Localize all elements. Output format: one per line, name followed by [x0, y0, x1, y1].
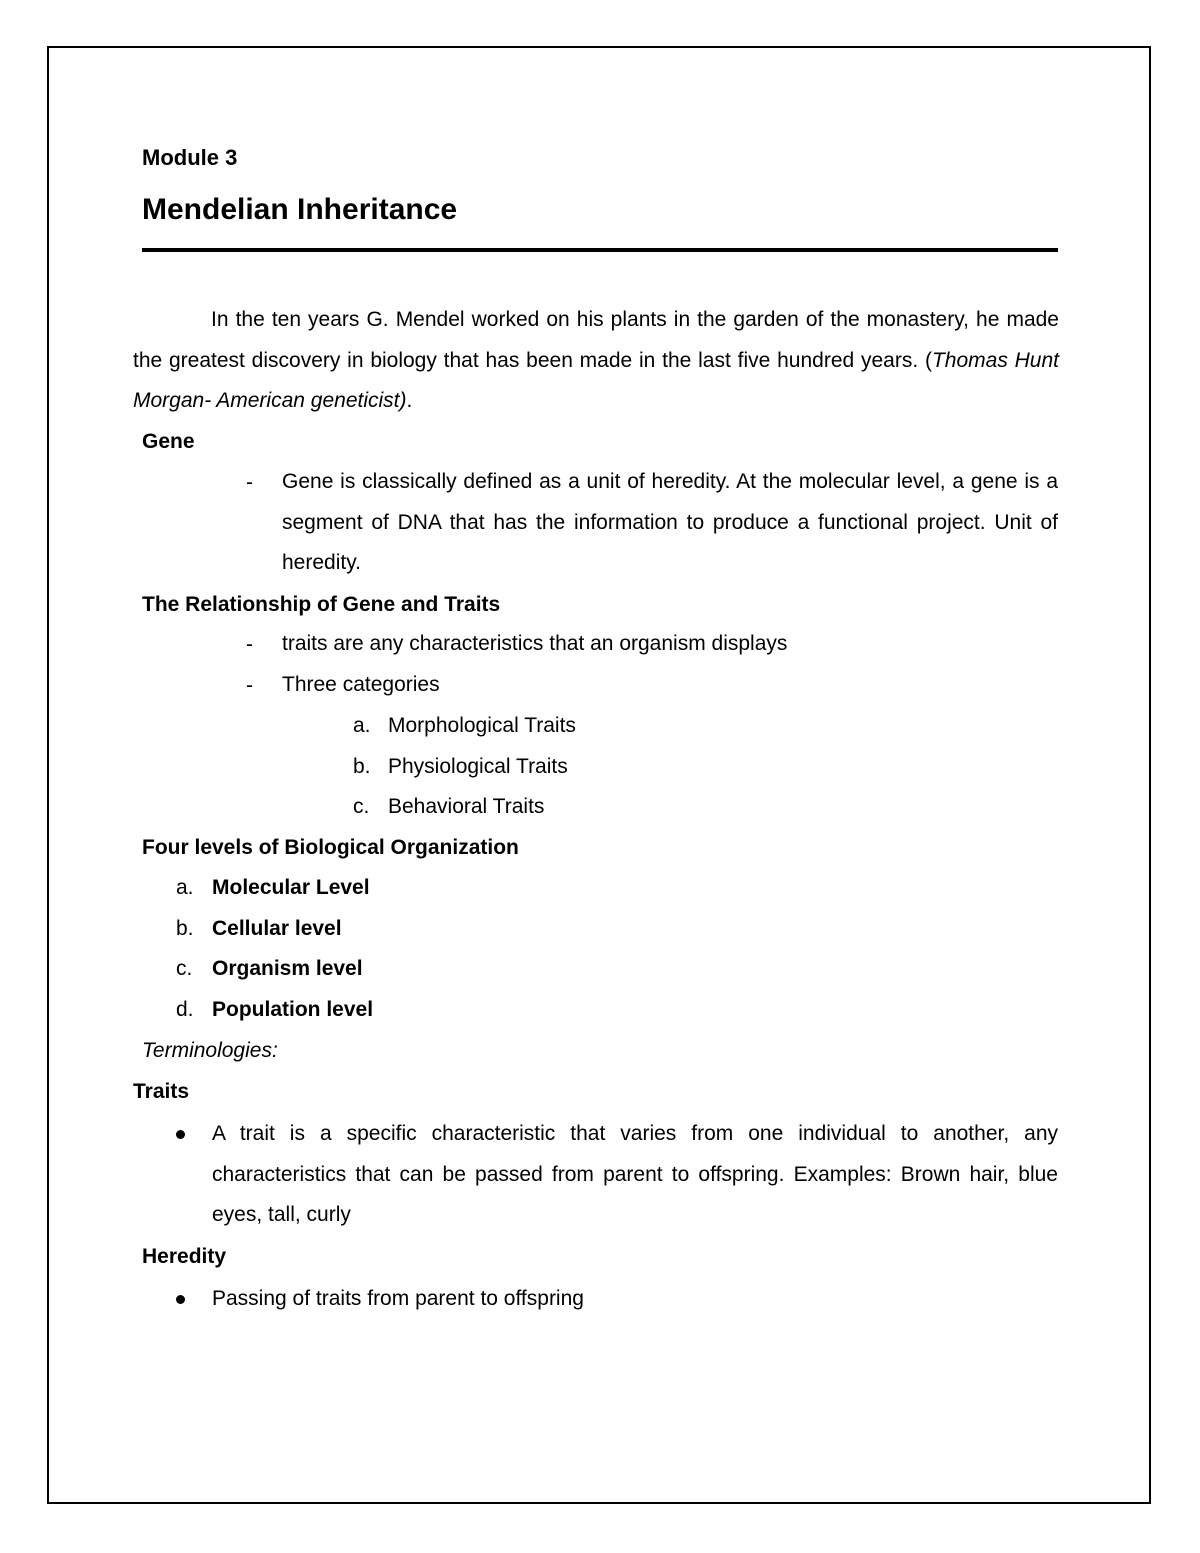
intro-paragraph — [133, 300, 1059, 422]
category-marker: b. — [353, 755, 371, 778]
level-item: Molecular Level — [212, 876, 370, 899]
traits-heading: Traits — [133, 1080, 190, 1103]
category-item: Physiological Traits — [388, 755, 568, 778]
traits-definition: A trait is a specific characteristic that varies from one individual to another, any characteristics that can be passed from parent to offspring. Examples: Brown hair, blue eyes, tall, curly — [212, 1122, 1058, 1227]
level-item: Cellular level — [212, 917, 342, 940]
intro-citation: Thomas Hunt Morgan- American geneticist) — [133, 348, 1059, 413]
level-item: Organism level — [212, 957, 363, 980]
category-item: Behavioral Traits — [388, 795, 545, 818]
relationship-heading: The Relationship of Gene and Traits — [142, 593, 501, 616]
gene-item-marker: - — [246, 471, 253, 494]
level-marker: b. — [176, 917, 194, 940]
title-divider — [142, 248, 1058, 252]
relationship-item: traits are any characteristics that an organism displays — [282, 632, 788, 655]
relationship-item-marker: - — [246, 674, 253, 697]
document-title: Mendelian Inheritance — [142, 193, 458, 226]
heredity-definition: Passing of traits from parent to offspring — [212, 1287, 584, 1310]
category-item: Morphological Traits — [388, 714, 576, 737]
relationship-item-marker: - — [246, 633, 253, 656]
gene-definition: Gene is classically defined as a unit of heredity. At the molecular level, a gene is a segment of DNA that has the information to produce a functional project. Unit of heredity. — [282, 470, 1058, 575]
module-label: Module 3 — [142, 145, 238, 170]
level-marker: a. — [176, 876, 194, 899]
gene-heading: Gene — [142, 430, 195, 453]
bullet-icon — [176, 1295, 185, 1304]
heredity-heading: Heredity — [142, 1245, 227, 1268]
intro-end: . — [406, 389, 413, 413]
category-marker: a. — [353, 714, 371, 737]
level-marker: d. — [176, 998, 194, 1021]
intro-text: In the ten years G. Mendel worked on his plants in the garden of the monastery, he made the greatest discovery in biology that has been made in the last five hundred years. ( — [133, 308, 1059, 372]
level-marker: c. — [176, 957, 193, 980]
terminologies-label: Terminologies: — [142, 1039, 278, 1062]
levels-heading: Four levels of Biological Organization — [142, 836, 519, 859]
level-item: Population level — [212, 998, 374, 1021]
relationship-item: Three categories — [282, 673, 440, 696]
category-marker: c. — [353, 795, 370, 818]
bullet-icon — [176, 1130, 185, 1139]
